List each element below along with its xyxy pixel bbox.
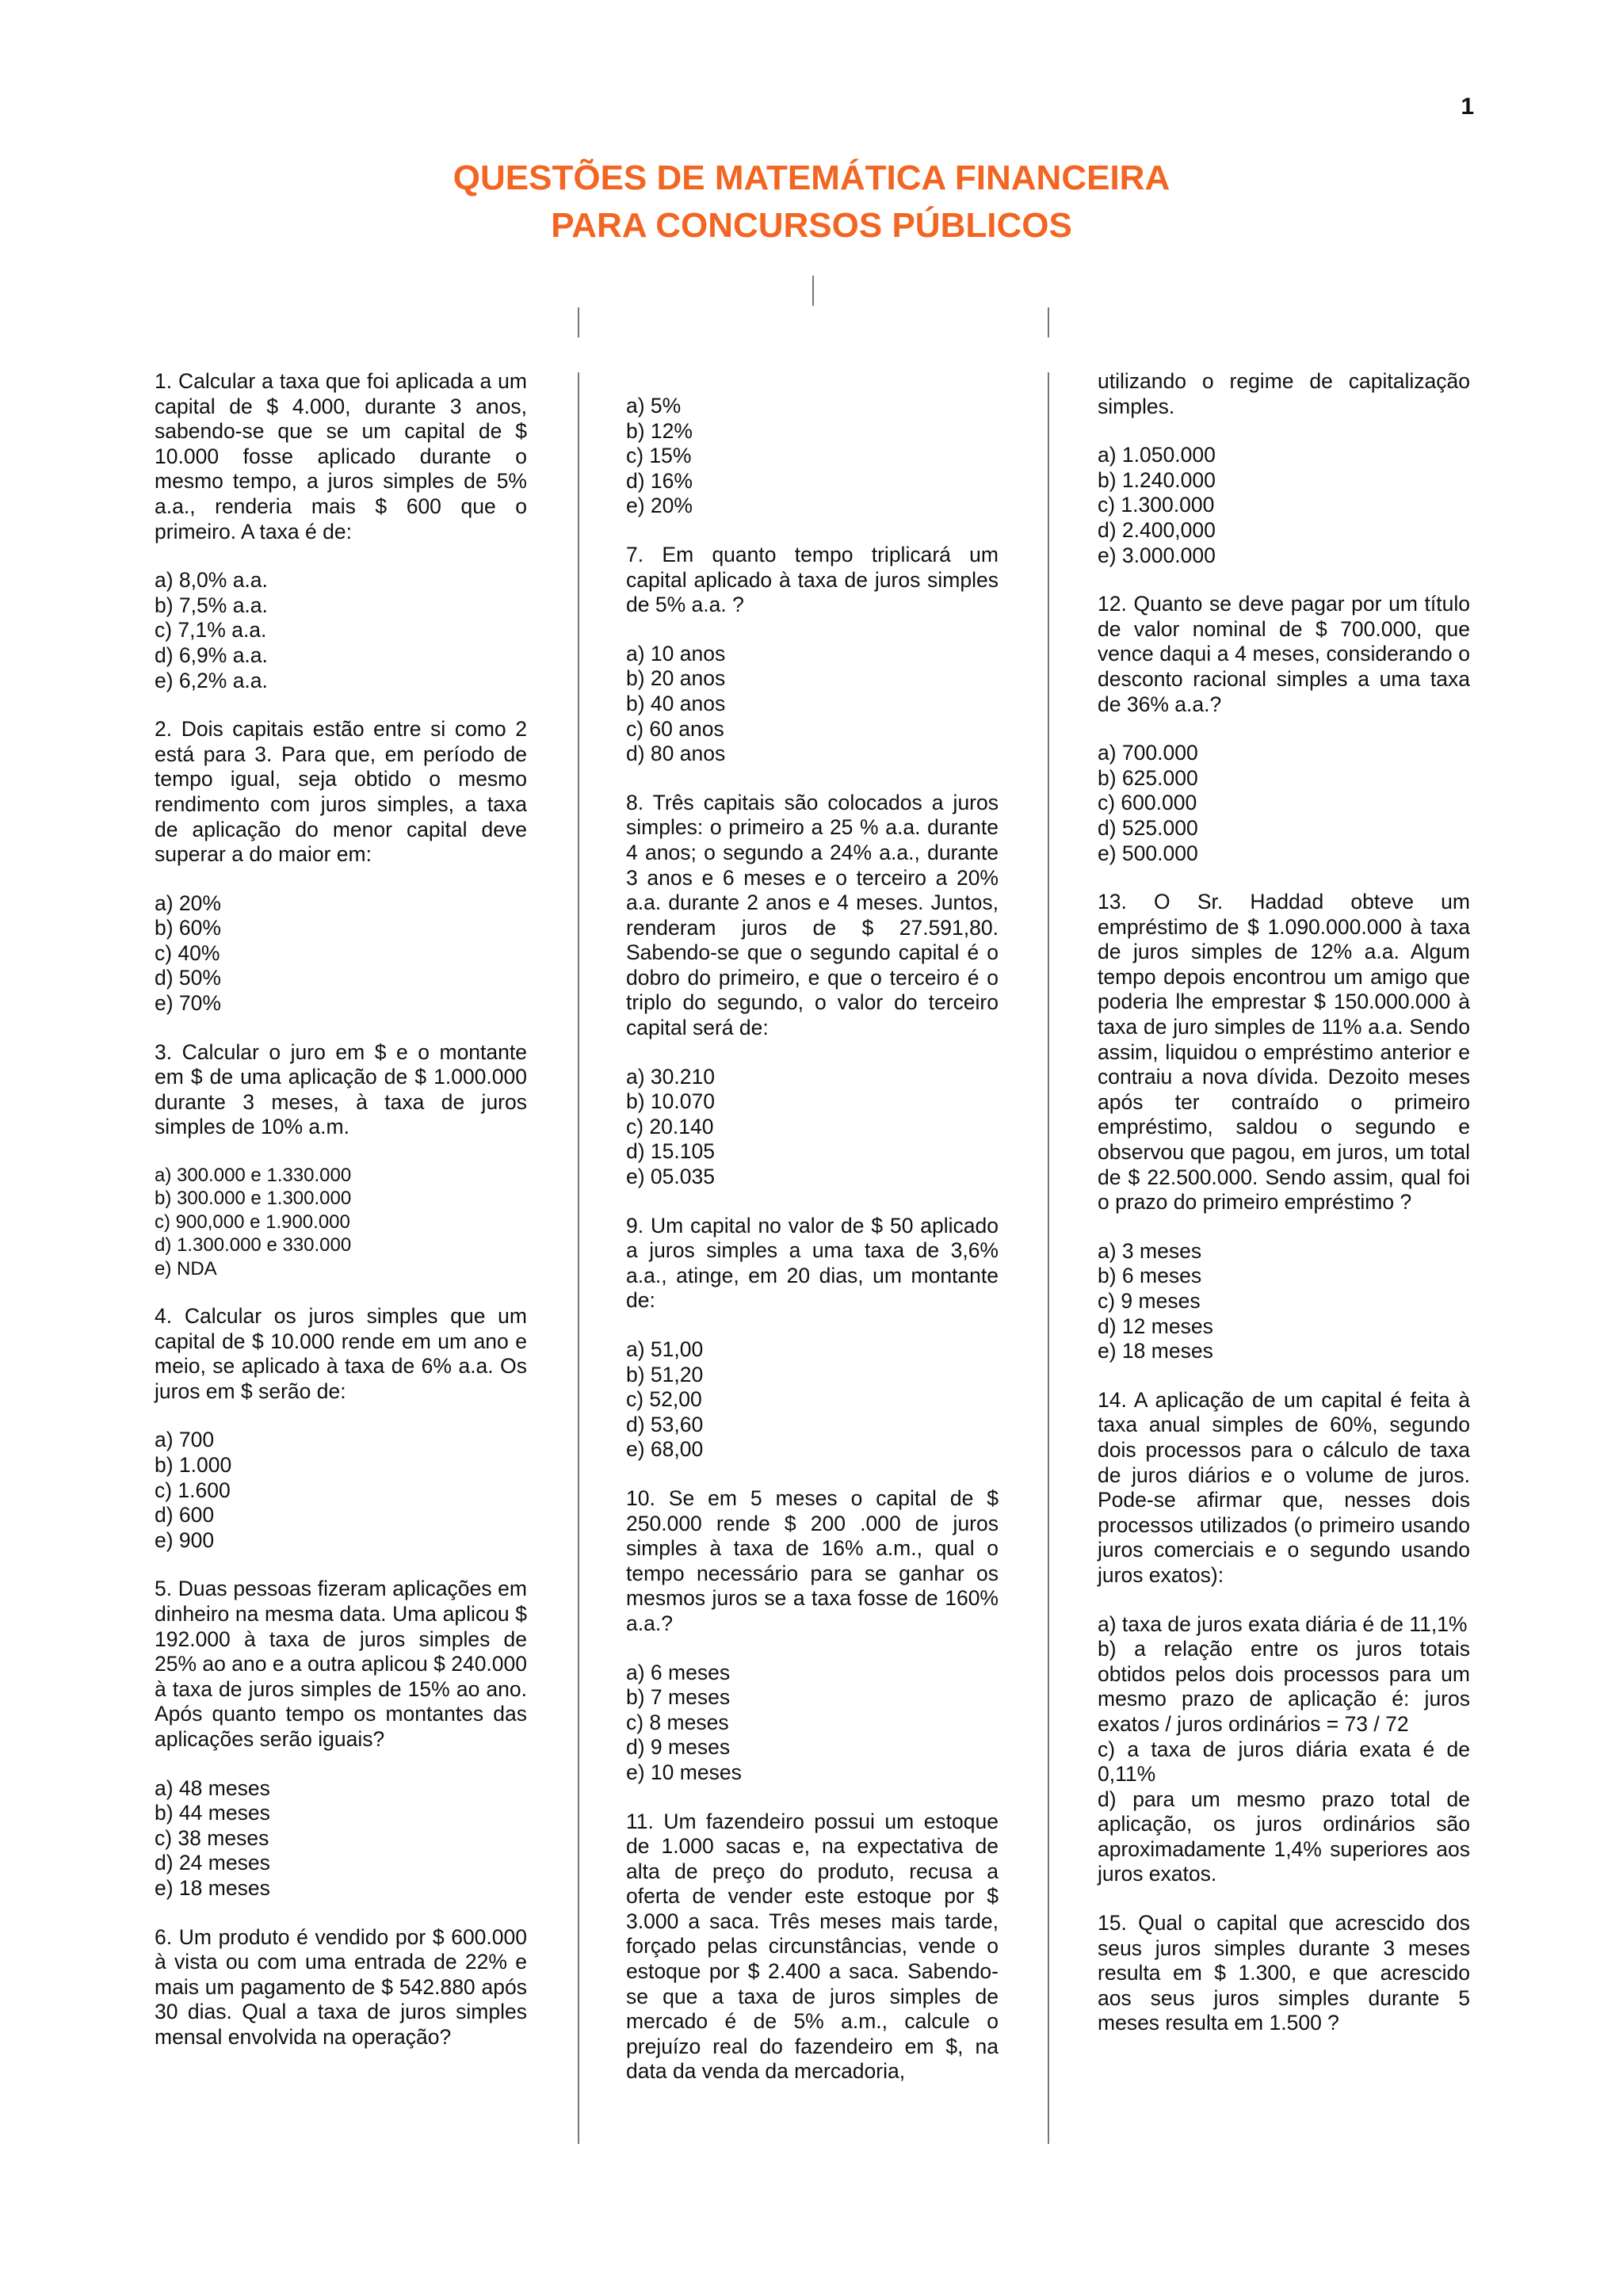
question-11-continued: utilizando o regime de capitalização simples.	[1098, 369, 1470, 418]
option: a) 700	[155, 1428, 215, 1452]
option: d) 525.000	[1098, 815, 1198, 840]
option: a) 6 meses	[626, 1660, 731, 1684]
question-13-options	[1098, 1239, 1470, 1364]
option: d) 80 anos	[626, 742, 726, 766]
option: a) 48 meses	[155, 1775, 270, 1800]
option: d) 50%	[155, 966, 221, 990]
option: a) 8,0% a.a.	[155, 568, 268, 593]
option: e) 10 meses	[626, 1760, 742, 1784]
question-7-options	[626, 642, 999, 767]
question-6: 6. Um produto é vendido por $ 600.000 à vista ou com uma entrada de 22% e mais um pagamento de $ 542.880 após 30 dias. Qual a taxa de juros simples mensal envolvida na operação?	[155, 1924, 527, 2049]
question-15: 15. Qual o capital que acrescido dos seus juros simples durante 3 meses resulta em $ 1.300, e que acrescido aos seus juros simples durante 5 meses resulta em 1.500 ?	[1098, 1911, 1470, 2035]
question-9-options	[626, 1337, 999, 1463]
column-divider-left	[578, 372, 579, 2144]
option: b) 10.070	[626, 1089, 715, 1114]
option: e) NDA	[155, 1257, 217, 1280]
title-line-2: PARA CONCURSOS PÚBLICOS	[551, 206, 1072, 245]
option: d) 9 meses	[626, 1735, 731, 1760]
question-14: 14. A aplicação de um capital é feita à taxa anual simples de 60%, segundo dois processos para o cálculo de taxa de juros diários e o volume de juros. Pode-se afirmar que, nesses dois processos utilizados (o primeiro usando juros comerciais e o segundo usando juros exatos):	[1098, 1387, 1470, 1587]
question-10-options	[626, 1661, 999, 1786]
option: a) 300.000 e 1.330.000	[155, 1165, 352, 1187]
question-1: 1. Calcular a taxa que foi aplicada a um capital de $ 4.000, durante 3 anos, sabendo-se que se um capital de $ 10.000 fosse aplicado durante o mesmo tempo, a juros simples de 5% a.a., renderia mais $ 600 que o primeiro. A taxa é de:	[155, 369, 527, 543]
question-14-options	[1098, 1612, 1470, 1888]
question-3-options	[155, 1164, 527, 1280]
option: b) 300.000 e 1.300.000	[155, 1188, 352, 1210]
option: d) 6,9% a.a.	[155, 643, 268, 667]
option: e) 900	[155, 1527, 215, 1552]
option: b) 1.240.000	[1098, 467, 1216, 492]
option: c) 7,1% a.a.	[155, 618, 267, 643]
option: c) 40%	[155, 940, 220, 965]
question-5: 5. Duas pessoas fizeram aplicações em dinheiro na mesma data. Uma aplicou $ 192.000 à taxa de juros simples de 25% ao ano e a outra aplicou $ 240.000 à taxa de juros simples de 15% ao ano. Após quanto tempo os montantes das aplicações serão iguais?	[155, 1577, 528, 1751]
option: a) 10 anos	[626, 641, 726, 666]
option: c) 15%	[626, 444, 692, 468]
column-divider-right	[1048, 372, 1049, 2144]
question-3: 3. Calcular o juro em $ e o montante em $ de uma aplicação de $ 1.000.000 durante 3 meses, à taxa de juros simples de 10% a.m.	[155, 1039, 527, 1139]
option: b) 40 anos	[626, 691, 726, 715]
option: c) 600.000	[1098, 791, 1197, 815]
question-2: 2. Dois capitais estão entre si como 2 está para 3. Para que, em período de tempo igual, seja obtido o mesmo rendimento com juros simples, a taxa de aplicação do menor capital deve superar a do maior em:	[155, 717, 527, 867]
option: b) 44 meses	[155, 1801, 270, 1825]
column-3	[1098, 369, 1470, 2060]
header-rule-center	[812, 276, 814, 306]
option: d) 16%	[626, 468, 693, 493]
option: d) 2.400,000	[1098, 517, 1216, 542]
option: d) 600	[155, 1503, 215, 1527]
option: c) 1.300.000	[1098, 493, 1215, 517]
question-12: 12. Quanto se deve pagar por um título de valor nominal de $ 700.000, que vence daqui a 4 meses, considerando o desconto racional simples a uma taxa de 36% a.a.?	[1098, 592, 1470, 716]
document-title	[0, 154, 1623, 250]
option: c) 52,00	[626, 1387, 702, 1412]
option: b) 6 meses	[1098, 1264, 1202, 1288]
question-10: 10. Se em 5 meses o capital de $ 250.000 rende $ 200 .000 de juros simples à taxa de 16% a.m., qual o tempo necessário para se ganhar os mesmos juros se a taxa fosse de 160% a.a.?	[626, 1486, 999, 1635]
option: d) 1.300.000 e 330.000	[155, 1234, 352, 1257]
option: d) 53,60	[626, 1412, 704, 1436]
option: a) 5%	[626, 394, 682, 418]
question-5-options	[155, 1776, 527, 1901]
header-rule-right	[1048, 307, 1049, 338]
option: a) 30.210	[626, 1064, 715, 1089]
question-4: 4. Calcular os juros simples que um capital de $ 10.000 rende em um ano e meio, se aplicado à taxa de 6% a.a. Os juros em $ serão de:	[155, 1304, 527, 1403]
option: b) 51,20	[626, 1362, 704, 1386]
option: a) 1.050.000	[1098, 443, 1216, 467]
option: b) a relação entre os juros totais obtidos pelos dois processos para um mesmo prazo de aplicação é: juros exatos / juros ordinários = 73 / 72	[1098, 1637, 1470, 1736]
option: e) 6,2% a.a.	[155, 668, 268, 692]
option: d) 15.105	[626, 1139, 715, 1164]
question-8: 8. Três capitais são colocados a juros simples: o primeiro a 25 % a.a. durante 4 anos; o segundo a 24% a.a., durante 3 anos e 6 meses e o terceiro a 20% a.a. durante 2 anos e 4 meses. Juntos, renderam juros de $ 27.591,80. Sabendo-se que o segundo capital é o dobro do primeiro, e que o terceiro é o triplo do segundo, o valor do terceiro capital será de:	[626, 790, 999, 1040]
option: b) 1.000	[155, 1453, 232, 1478]
question-2-options	[155, 891, 527, 1016]
option: b) 7,5% a.a.	[155, 593, 268, 617]
option: c) 1.600	[155, 1478, 231, 1502]
option: c) 60 anos	[626, 716, 724, 741]
option: e) 20%	[626, 494, 693, 518]
question-9: 9. Um capital no valor de $ 50 aplicado a juros simples a uma taxa de 3,6% a.a., atinge, em 20 dias, um montante de:	[626, 1213, 999, 1313]
option: a) 51,00	[626, 1337, 704, 1361]
option: c) a taxa de juros diária exata é de 0,11%	[1098, 1737, 1470, 1787]
option: e) 18 meses	[155, 1875, 270, 1900]
option: c) 9 meses	[1098, 1289, 1201, 1313]
option: e) 3.000.000	[1098, 543, 1216, 567]
question-13: 13. O Sr. Haddad obteve um empréstimo de $ 1.090.000.000 à taxa de juros simples de 12% a.a. Algum tempo depois encontrou um amigo que poderia lhe emprestar $ 150.000.000 à taxa de juro simples de 11% a.a. Sendo assim, liquidou o empréstimo anterior e contraiu a nova dívida. Dezoito meses após ter contraído o primeiro empréstimo, saldou o segundo e observou que pagou, em juros, um total de $ 22.500.000. Sendo assim, qual foi o prazo do primeiro empréstimo ?	[1098, 890, 1470, 1215]
option: b) 60%	[155, 916, 221, 940]
option: c) 8 meses	[626, 1710, 729, 1734]
question-6-options	[626, 394, 999, 519]
page-number: 1	[1461, 93, 1474, 120]
option: a) taxa de juros exata diária é de 11,1%	[1098, 1611, 1468, 1636]
column-2	[626, 369, 999, 2108]
option: e) 68,00	[626, 1437, 704, 1462]
option: b) 7 meses	[626, 1685, 731, 1710]
option: c) 38 meses	[155, 1825, 269, 1850]
option: a) 3 meses	[1098, 1238, 1202, 1263]
question-8-options	[626, 1065, 999, 1190]
option: e) 500.000	[1098, 841, 1198, 865]
option: c) 900,000 e 1.900.000	[155, 1211, 350, 1233]
question-4-options	[155, 1428, 527, 1553]
header-rule-left	[578, 307, 579, 338]
title-line-1: QUESTÕES DE MATEMÁTICA FINANCEIRA	[453, 158, 1170, 197]
question-11-options	[1098, 443, 1470, 568]
option: d) 24 meses	[155, 1851, 270, 1875]
option: d) para um mesmo prazo total de aplicação, os juros ordinários são aproximadamente 1,4% superiores aos juros exatos.	[1098, 1787, 1470, 1886]
option: a) 20%	[155, 891, 221, 915]
option: e) 05.035	[626, 1165, 715, 1189]
option: c) 20.140	[626, 1114, 714, 1138]
column-1	[155, 369, 527, 2074]
question-1-options	[155, 568, 527, 693]
option: b) 625.000	[1098, 765, 1198, 790]
option: a) 700.000	[1098, 741, 1198, 765]
question-12-options	[1098, 741, 1470, 866]
option: e) 70%	[155, 991, 221, 1016]
question-7: 7. Em quanto tempo triplicará um capital aplicado à taxa de juros simples de 5% a.a. ?	[626, 542, 999, 617]
option: d) 12 meses	[1098, 1314, 1213, 1338]
option: b) 20 anos	[626, 666, 726, 691]
option: b) 12%	[626, 418, 693, 443]
question-11: 11. Um fazendeiro possui um estoque de 1.000 sacas e, na expectativa de alta de preço do produto, recusa a oferta de vender este estoque por $ 3.000 a saca. Três meses mais tarde, forçado pelas circunstâncias, vende o estoque por $ 2.400 a saca. Sabendo-se que a taxa de juros simples de mercado é de 5% a.m., calcule o prejuízo real do fazendeiro em $, na data da venda da mercadoria,	[626, 1809, 999, 2084]
option: e) 18 meses	[1098, 1339, 1213, 1363]
